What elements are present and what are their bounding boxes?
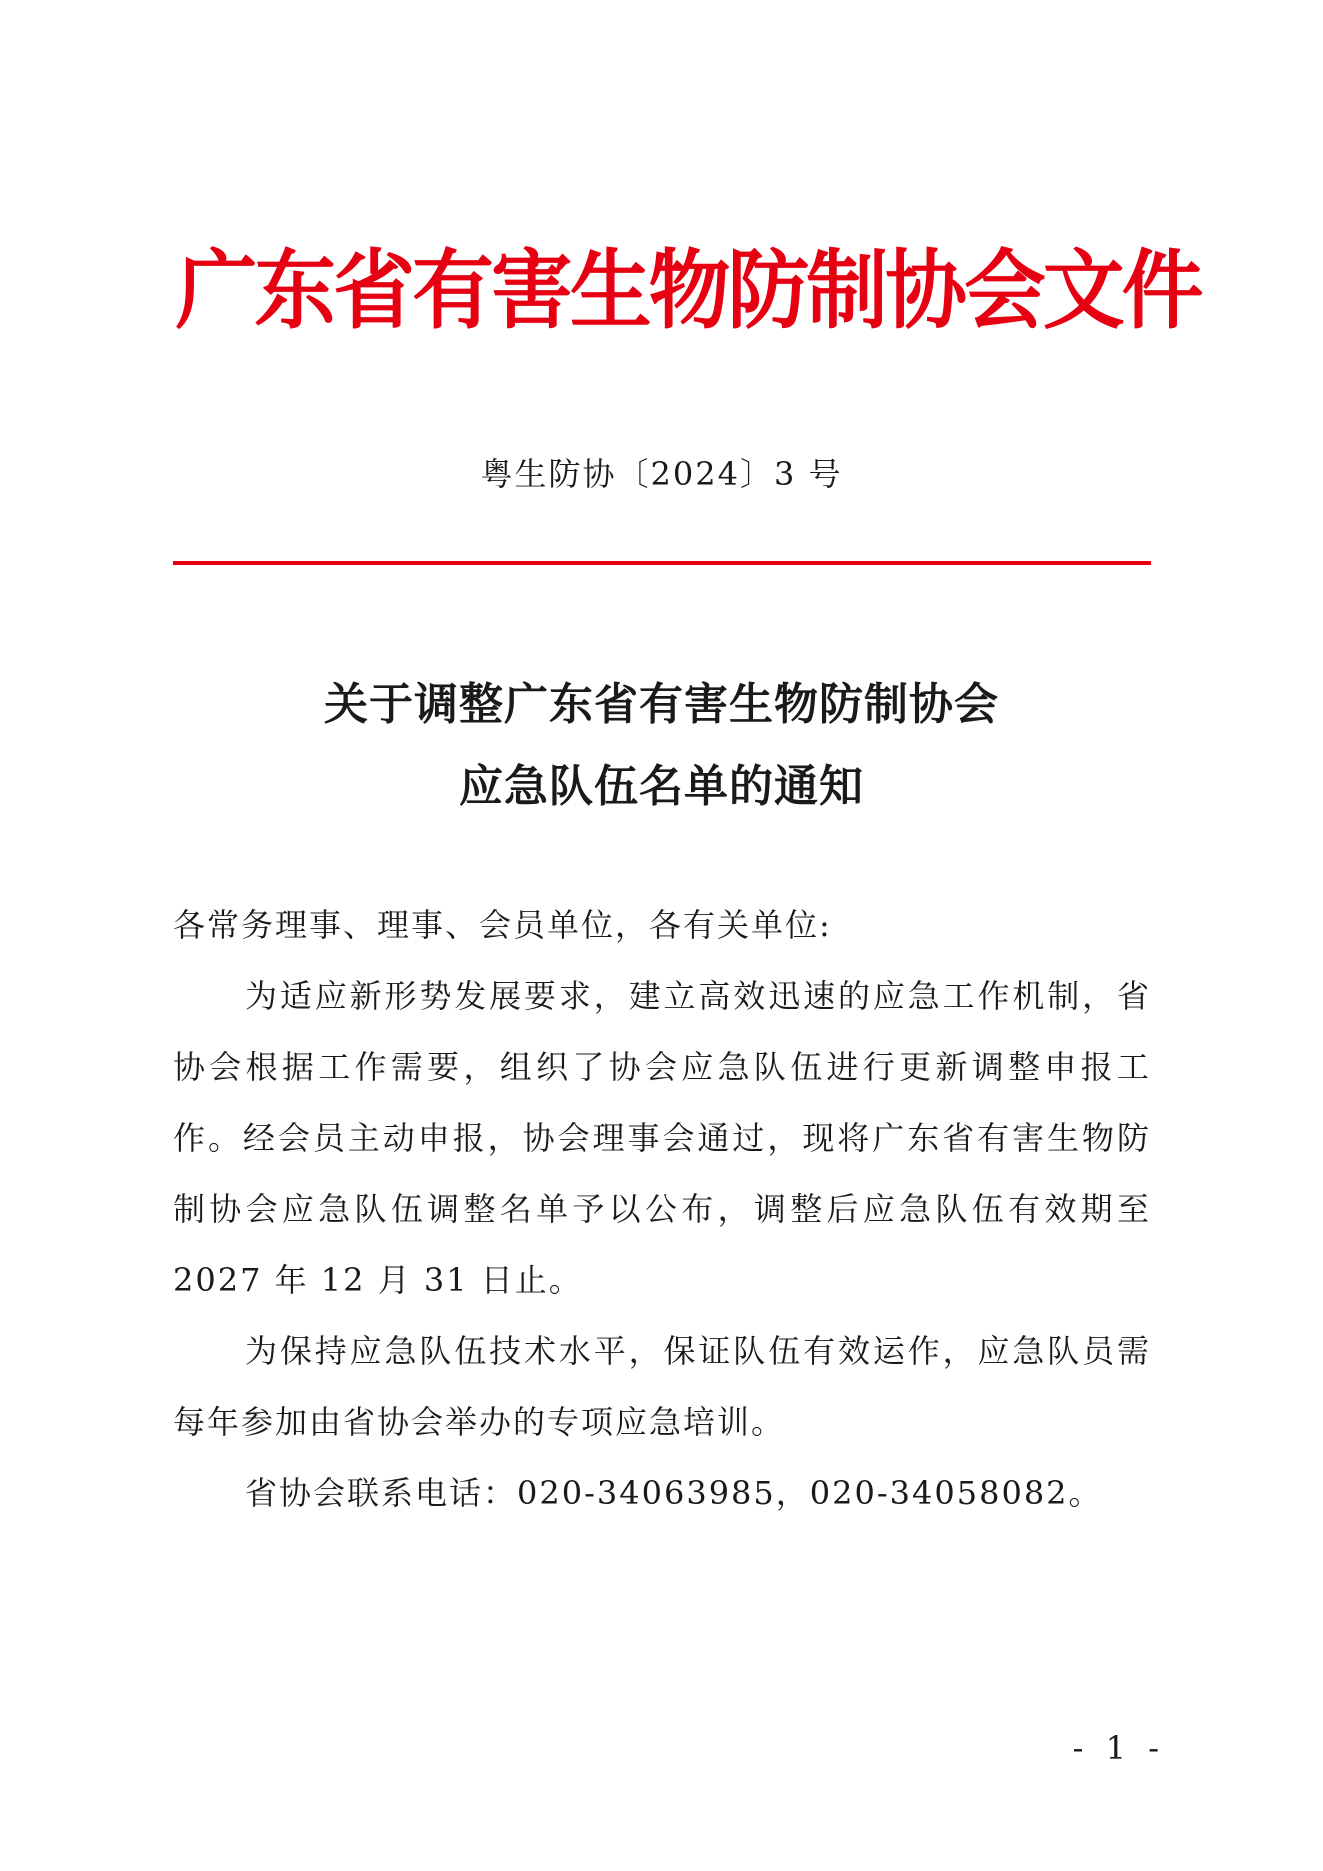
page-number: - 1 - [1072, 1729, 1165, 1767]
body-paragraph-2: 为保持应急队伍技术水平，保证队伍有效运作，应急队员需每年参加由省协会举办的专项应急培训。 [173, 1332, 1151, 1441]
document-number: 粤生防协〔2024〕3 号 [480, 455, 843, 493]
red-separator-line [173, 561, 1151, 565]
notice-title-line-1: 关于调整广东省有害生物防制协会 [324, 679, 999, 730]
contact-phone-paragraph: 省协会联系电话：020-34063985，020-34058082。 [245, 1474, 1103, 1512]
salutation: 各常务理事、理事、会员单位，各有关单位: [173, 906, 832, 944]
document-masthead: 广东省有害生物防制协会文件 [175, 241, 1201, 341]
notice-title-line-2: 应急队伍名单的通知 [459, 761, 864, 812]
notice-body [173, 890, 1151, 1529]
body-paragraph-1: 为适应新形势发展要求，建立高效迅速的应急工作机制，省协会根据工作需要，组织了协会应急队伍进行更新调整申报工作。经会员主动申报，协会理事会通过，现将广东省有害生物防制协会应急队伍调整名单予以公布，调整后应急队伍有效期至 2027 年 12 月 31 日止。 [173, 977, 1151, 1299]
notice-title [0, 664, 1323, 828]
